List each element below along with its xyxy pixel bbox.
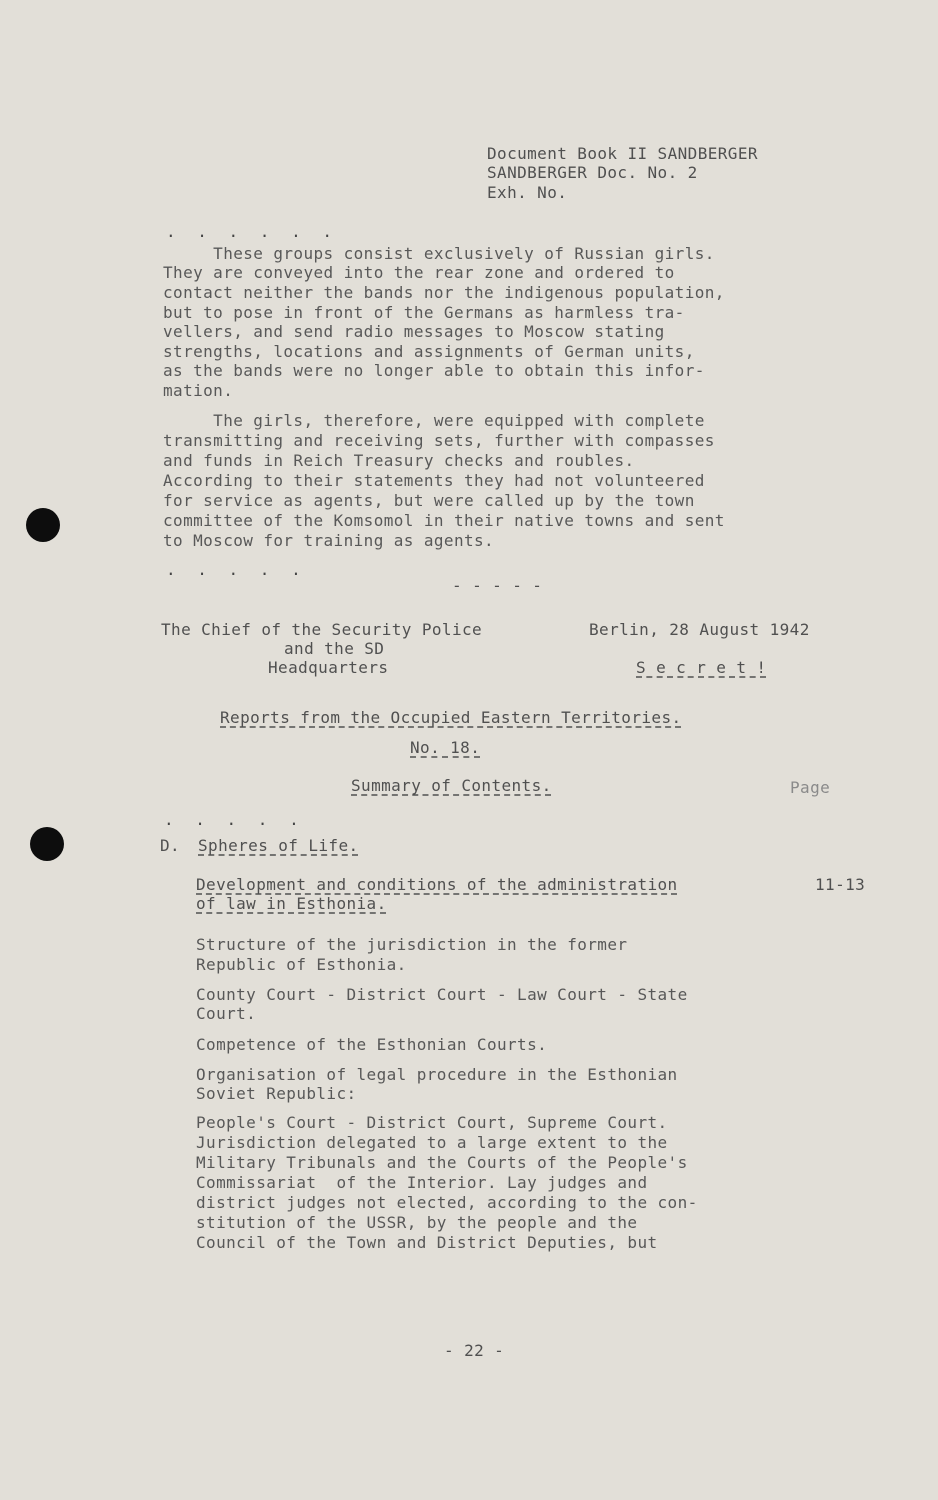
para2-line: transmitting and receiving sets, further with compasses (163, 431, 715, 450)
para2-line: committee of the Komsomol in their native towns and sent (163, 511, 725, 530)
doc-number-line: SANDBERGER Doc. No. 2 (487, 163, 698, 182)
entry-1-line-1: Development and conditions of the administration (196, 875, 678, 894)
exhibit-number-line: Exh. No. (487, 183, 568, 202)
page-number: - 22 - (444, 1341, 505, 1360)
entry-3-line: Court. (196, 1004, 257, 1023)
para1-line: as the bands were no longer able to obtain this infor- (163, 361, 705, 380)
entry-2-line: Structure of the jurisdiction in the former (196, 935, 628, 954)
page-column-label: Page (790, 778, 831, 797)
section-title: Spheres of Life. (198, 836, 359, 855)
entry-5-line: Organisation of legal procedure in the Esthonian (196, 1065, 678, 1084)
para1-line: strengths, locations and assignments of German units, (163, 342, 695, 361)
report-number: No. 18. (410, 738, 481, 757)
sender-line-2: and the SD (284, 639, 385, 658)
section-letter: D. (160, 836, 181, 855)
entry-6-line: People's Court - District Court, Supreme Court. (196, 1113, 668, 1132)
doc-book-line: Document Book II SANDBERGER (487, 144, 758, 163)
entry-5-line: Soviet Republic: (196, 1084, 357, 1103)
sender-line-1: The Chief of the Security Police (161, 620, 483, 639)
entry-6-line: district judges not elected, according to the con- (196, 1193, 698, 1212)
summary-title: Summary of Contents. (351, 776, 552, 795)
entry-6-line: Jurisdiction delegated to a large extent to the (196, 1133, 668, 1152)
para1-line: but to pose in front of the Germans as harmless tra- (163, 303, 685, 322)
secret-mark: S e c r e t ! (636, 658, 767, 677)
entry-1-line-2: of law in Esthonia. (196, 894, 387, 913)
sender-line-3: Headquarters (268, 658, 389, 677)
entry-6-line: stitution of the USSR, by the people and the (196, 1213, 638, 1232)
para1-line: vellers, and send radio messages to Moscow stating (163, 322, 665, 341)
section-divider: - - - - - (452, 576, 543, 595)
para2-line: The girls, therefore, were equipped with complete (163, 411, 705, 430)
punch-hole-bottom (30, 827, 64, 861)
entry-6-line: Council of the Town and District Deputies, but (196, 1233, 658, 1252)
report-title: Reports from the Occupied Eastern Territories. (220, 708, 682, 727)
para2-line: to Moscow for training as agents. (163, 531, 495, 550)
entry-6-line: Military Tribunals and the Courts of the People's (196, 1153, 688, 1172)
entry-2-line: Republic of Esthonia. (196, 955, 407, 974)
ellipsis-mid: . . . . . (166, 560, 307, 579)
entry-1-pages: 11-13 (815, 875, 866, 894)
para1-line: These groups consist exclusively of Russian girls. (163, 244, 715, 263)
para1-line: They are conveyed into the rear zone and ordered to (163, 263, 675, 282)
para1-line: contact neither the bands nor the indigenous population, (163, 283, 725, 302)
entry-6-line: Commissariat of the Interior. Lay judges and (196, 1173, 648, 1192)
entry-4-line: Competence of the Esthonian Courts. (196, 1035, 548, 1054)
para1-line: mation. (163, 381, 234, 400)
punch-hole-top (26, 508, 60, 542)
entry-3-line: County Court - District Court - Law Court - State (196, 985, 688, 1004)
place-date: Berlin, 28 August 1942 (589, 620, 810, 639)
para2-line: and funds in Reich Treasury checks and roubles. (163, 451, 635, 470)
para2-line: for service as agents, but were called up by the town (163, 491, 695, 510)
ellipsis-top: . . . . . . (166, 222, 338, 241)
para2-line: According to their statements they had not volunteered (163, 471, 705, 490)
ellipsis-contents: . . . . . (164, 810, 305, 829)
